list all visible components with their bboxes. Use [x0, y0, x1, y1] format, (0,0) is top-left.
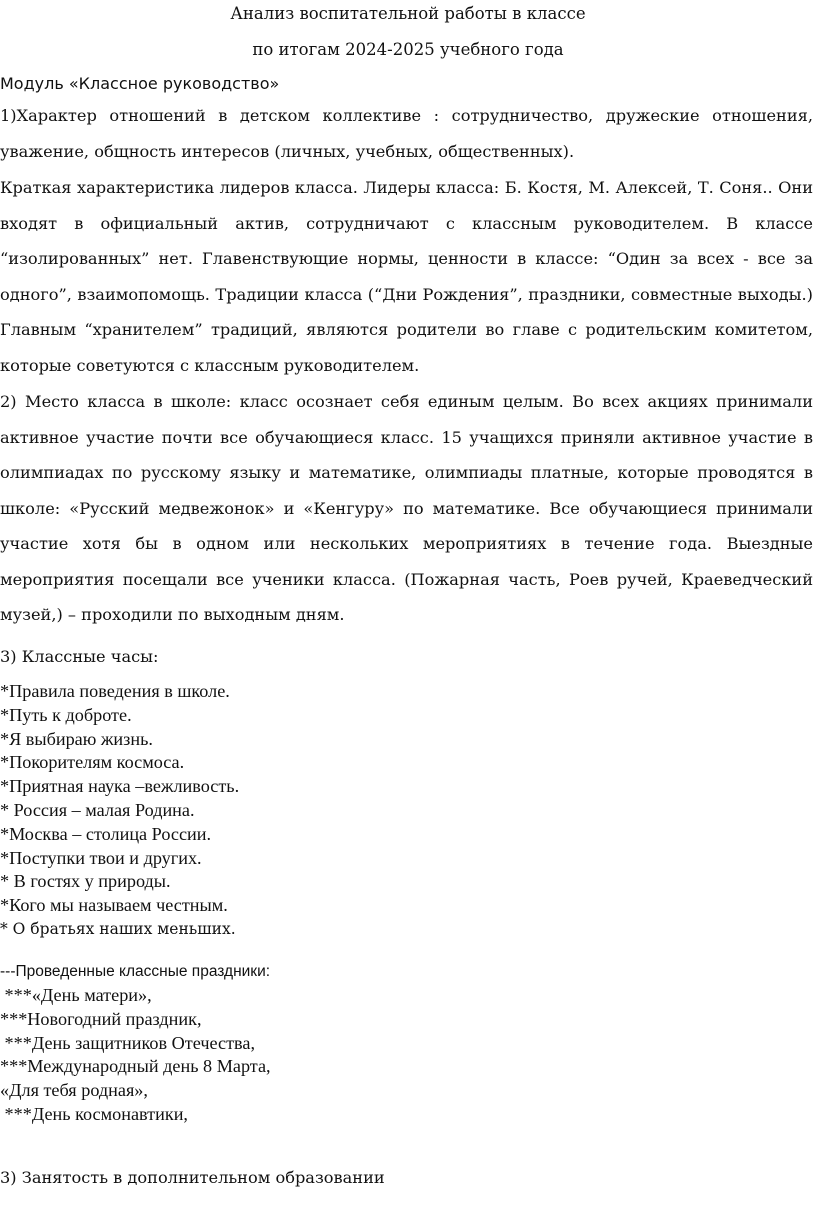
paragraph-class-place: 2) Место класса в школе: класс осознает себя единым целым. Во всех акциях принимали активное участие почти все обучающиеся класс. 15 учащихся приняли активное участие в олимпиадах по русскому языку и математике, олимпиады платные, которые проводятся в школе: «Русский медвежонок» и «Кенгуру» по математике. Все обучающиеся принимали участие хотя бы в одном или нескольких мероприятиях в течение года. Выездные мероприятия посещали все ученики класса. (Пожарная часть, Роев ручей, Краеведческий музей,) – проходили по выходным дням. [0, 392, 813, 624]
paragraph-leaders: Краткая характеристика лидеров класса. Лидеры класса: Б. Костя, М. Алексей, Т. Соня.. Они входят в официальный актив, сотрудничают с классным руководителем. В классе “изолированных” нет. Главенствующие нормы, ценности в классе: “Один за всех - все за одного”, взаимопомощь. Традиции класса (“Дни Рождения”, праздники, совместные выходы.) Главным “хранителем” традиций, являются родители во главе с родительским комитетом, которые советуются с классным руководителем. [0, 178, 813, 375]
list-item: *Кого мы называем честным. [0, 895, 228, 916]
list-item: *Я выбираю жизнь. [0, 728, 153, 749]
class-hours-heading: 3) Классные часы: [0, 647, 159, 666]
list-item: ***День космонавтики, [0, 1103, 188, 1124]
additional-education-heading: 3) Занятость в дополнительном образовании [0, 1168, 385, 1187]
list-item: *Приятная наука –вежливость. [0, 776, 240, 797]
list-item: «Для тебя родная», [0, 1080, 148, 1101]
paragraph-relations: 1)Характер отношений в детском коллективе : сотрудничество, дружеские отношения, уважение, общность интересов (личных, учебных, общественных). [0, 106, 813, 161]
list-item: ***Международный день 8 Марта, [0, 1056, 271, 1077]
list-item: *Москва – столица России. [0, 823, 212, 844]
list-item: * В гостях у природы. [0, 871, 171, 892]
holidays-heading: ---Проведенные классные праздники: [0, 963, 271, 980]
module-heading: Модуль «Классное руководство» [0, 74, 280, 93]
class-hours-list [0, 680, 239, 942]
list-item: *Поступки твои и других. [0, 847, 202, 868]
list-item: *Путь к доброте. [0, 704, 132, 725]
list-item: ***День защитников Отечества, [0, 1032, 256, 1053]
list-item: *Правила поведения в школе. [0, 681, 230, 701]
list-item: * Россия – малая Родина. [0, 799, 195, 820]
list-item: *Покорителям космоса. [0, 752, 185, 773]
holidays-list [0, 984, 271, 1127]
document-title-line-1: Анализ воспитательной работы в классе [230, 4, 586, 23]
list-item: ***«День матери», [0, 985, 152, 1005]
document-title-line-2: по итогам 2024-2025 учебного года [252, 40, 564, 59]
list-item: * О братьях наших меньших. [0, 919, 236, 938]
list-item: ***Новогодний праздник, [0, 1008, 202, 1029]
